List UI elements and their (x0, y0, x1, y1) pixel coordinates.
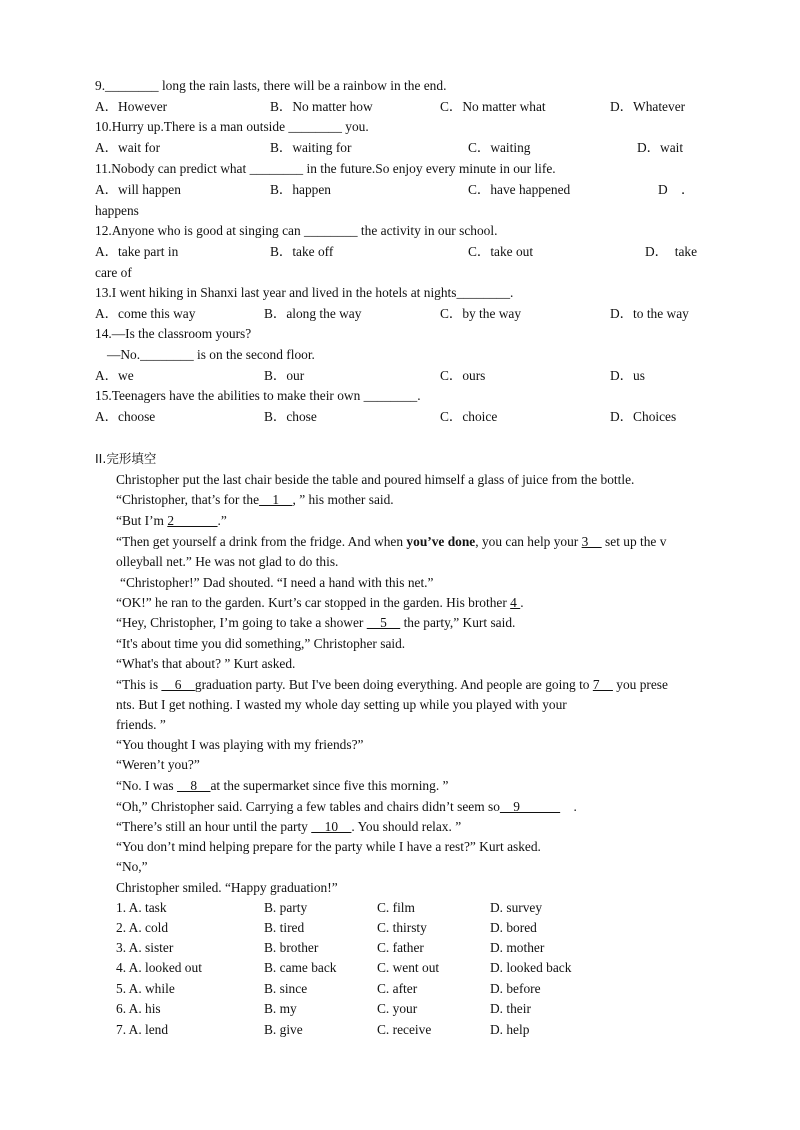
passage-line: “Oh,” Christopher said. Carrying a few tables and chairs didn’t seem so 9 . (116, 799, 577, 814)
cloze-option-1-c[interactable]: C. film (377, 900, 415, 915)
cloze-option-1-d[interactable]: D. survey (490, 900, 543, 915)
question-14-stem-reply: —No.________ is on the second floor. (107, 347, 315, 362)
passage-line: “You thought I was playing with my friends?” (116, 737, 364, 752)
passage-line: “There’s still an hour until the party 10 . You should relax. ” (116, 819, 462, 834)
question-10-option-a[interactable]: A．wait for (95, 140, 161, 155)
question-15-option-c[interactable]: C．choice (440, 409, 498, 424)
passage-line: “Christopher!” Dad shouted. “I need a hand with this net.” (120, 575, 434, 590)
cloze-option-1-b[interactable]: B. party (264, 900, 308, 915)
question-11-option-d-cont[interactable]: happens (95, 203, 139, 218)
question-9-option-d[interactable]: D．Whatever (610, 99, 686, 114)
blank-6[interactable]: 6 (161, 677, 195, 692)
cloze-option-3-c[interactable]: C. father (377, 940, 424, 955)
cloze-option-5-d[interactable]: D. before (490, 981, 541, 996)
passage-line: “But I’m 2 .” (116, 513, 227, 528)
blank-5[interactable]: 5 (366, 615, 401, 630)
cloze-option-6-b[interactable]: B. my (264, 1001, 297, 1016)
question-13-stem: 13.I went hiking in Shanxi last year and lived in the hotels at nights________. (95, 285, 514, 300)
passage-line: “Then get yourself a drink from the fridge. And when you’ve done, you can help your 3 set up the v (116, 534, 667, 549)
passage-line: “OK!” he ran to the garden. Kurt’s car stopped in the garden. His brother 4 . (116, 595, 524, 610)
question-9-stem: 9.________ long the rain lasts, there will be a rainbow in the end. (95, 78, 447, 93)
blank-2[interactable]: 2 (167, 513, 218, 528)
passage-line: “It's about time you did something,” Christopher said. (116, 636, 406, 651)
question-14-option-c[interactable]: C．ours (440, 368, 486, 383)
cloze-option-5-a[interactable]: 5. A. while (116, 981, 175, 996)
blank-7[interactable]: 7 (592, 677, 613, 692)
question-10-option-b[interactable]: B．waiting for (270, 140, 352, 155)
blank-8[interactable]: 8 (176, 778, 211, 793)
cloze-option-7-b[interactable]: B. give (264, 1022, 303, 1037)
cloze-option-7-a[interactable]: 7. A. lend (116, 1022, 169, 1037)
passage-line: “Weren’t you?” (116, 757, 200, 772)
question-11-option-d[interactable]: D ． (658, 182, 695, 197)
cloze-option-2-b[interactable]: B. tired (264, 920, 305, 935)
cloze-option-4-b[interactable]: B. came back (264, 960, 337, 975)
cloze-option-3-d[interactable]: D. mother (490, 940, 545, 955)
passage-line: olleyball net.” He was not glad to do this. (116, 554, 339, 569)
question-11-stem: 11.Nobody can predict what ________ in the future.So enjoy every minute in our life. (95, 161, 556, 176)
question-14-stem: 14.—Is the classroom yours? (95, 326, 252, 341)
question-10-option-c[interactable]: C．waiting (468, 140, 531, 155)
cloze-option-7-d[interactable]: D. help (490, 1022, 530, 1037)
question-14-option-d[interactable]: D．us (610, 368, 645, 383)
question-13-option-d[interactable]: D．to the way (610, 306, 689, 321)
cloze-option-5-b[interactable]: B. since (264, 981, 308, 996)
cloze-option-4-d[interactable]: D. looked back (490, 960, 572, 975)
passage-line: friends. ” (116, 717, 166, 732)
passage-line: “This is 6 graduation party. But I've been doing everything. And people are going to 7 you prese (116, 677, 668, 692)
question-12-stem: 12.Anyone who is good at singing can ________ the activity in our school. (95, 223, 498, 238)
cloze-option-4-a[interactable]: 4. A. looked out (116, 960, 202, 975)
passage-line: Christopher put the last chair beside the table and poured himself a glass of juice from the bottle. (116, 472, 635, 487)
blank-3[interactable]: 3 (581, 534, 602, 549)
cloze-option-3-b[interactable]: B. brother (264, 940, 319, 955)
question-14-option-b[interactable]: B．our (264, 368, 305, 383)
question-15-option-b[interactable]: B．chose (264, 409, 317, 424)
cloze-option-2-c[interactable]: C. thirsty (377, 920, 427, 935)
question-13-option-a[interactable]: A．come this way (95, 306, 196, 321)
question-12-option-b[interactable]: B．take off (270, 244, 334, 259)
question-15-option-d[interactable]: D．Choices (610, 409, 677, 424)
question-15-option-a[interactable]: A．choose (95, 409, 156, 424)
cloze-option-7-c[interactable]: C. receive (377, 1022, 432, 1037)
passage-line: “Christopher, that’s for the 1 , ” his mother said. (116, 492, 394, 507)
question-12-option-d-cont[interactable]: care of (95, 265, 132, 280)
blank-4[interactable]: 4 (510, 595, 521, 610)
cloze-option-2-a[interactable]: 2. A. cold (116, 920, 169, 935)
blank-9[interactable]: 9 (499, 799, 561, 814)
passage-line: “Hey, Christopher, I’m going to take a shower 5 the party,” Kurt said. (116, 615, 516, 630)
cloze-option-4-c[interactable]: C. went out (377, 960, 440, 975)
section-title: II.完形填空 (95, 451, 157, 466)
cloze-option-6-d[interactable]: D. their (490, 1001, 531, 1016)
question-13-option-b[interactable]: B．along the way (264, 306, 362, 321)
cloze-option-6-a[interactable]: 6. A. his (116, 1001, 161, 1016)
passage-line: “No. I was 8 at the supermarket since five this morning. ” (116, 778, 449, 793)
question-11-option-c[interactable]: C．have happened (468, 182, 571, 197)
cloze-option-2-d[interactable]: D. bored (490, 920, 537, 935)
cloze-option-3-a[interactable]: 3. A. sister (116, 940, 174, 955)
blank-1[interactable]: 1 (259, 492, 293, 507)
question-12-option-c[interactable]: C．take out (468, 244, 534, 259)
passage-line: “No,” (116, 859, 148, 874)
question-12-option-a[interactable]: A．take part in (95, 244, 179, 259)
question-11-option-a[interactable]: A．will happen (95, 182, 181, 197)
question-11-option-b[interactable]: B．happen (270, 182, 331, 197)
question-12-option-d[interactable]: D． take (645, 244, 698, 259)
passage-line: “You don’t mind helping prepare for the party while I have a rest?” Kurt asked. (116, 839, 541, 854)
passage-line: Christopher smiled. “Happy graduation!” (116, 880, 338, 895)
cloze-option-1-a[interactable]: 1. A. task (116, 900, 167, 915)
question-15-stem: 15.Teenagers have the abilities to make their own ________. (95, 388, 421, 403)
cloze-option-6-c[interactable]: C. your (377, 1001, 418, 1016)
question-14-option-a[interactable]: A．we (95, 368, 134, 383)
question-9-option-b[interactable]: B．No matter how (270, 99, 373, 114)
cloze-option-5-c[interactable]: C. after (377, 981, 418, 996)
blank-10[interactable]: 10 (311, 819, 352, 834)
passage-line: nts. But I get nothing. I wasted my whole day setting up while you played with your (116, 697, 567, 712)
question-13-option-c[interactable]: C．by the way (440, 306, 522, 321)
question-9-option-c[interactable]: C．No matter what (440, 99, 546, 114)
question-10-option-d[interactable]: D．wait (637, 140, 684, 155)
question-10-stem: 10.Hurry up.There is a man outside ________ you. (95, 119, 369, 134)
passage-line: “What's that about? ” Kurt asked. (116, 656, 296, 671)
question-9-option-a[interactable]: A．However (95, 99, 168, 114)
